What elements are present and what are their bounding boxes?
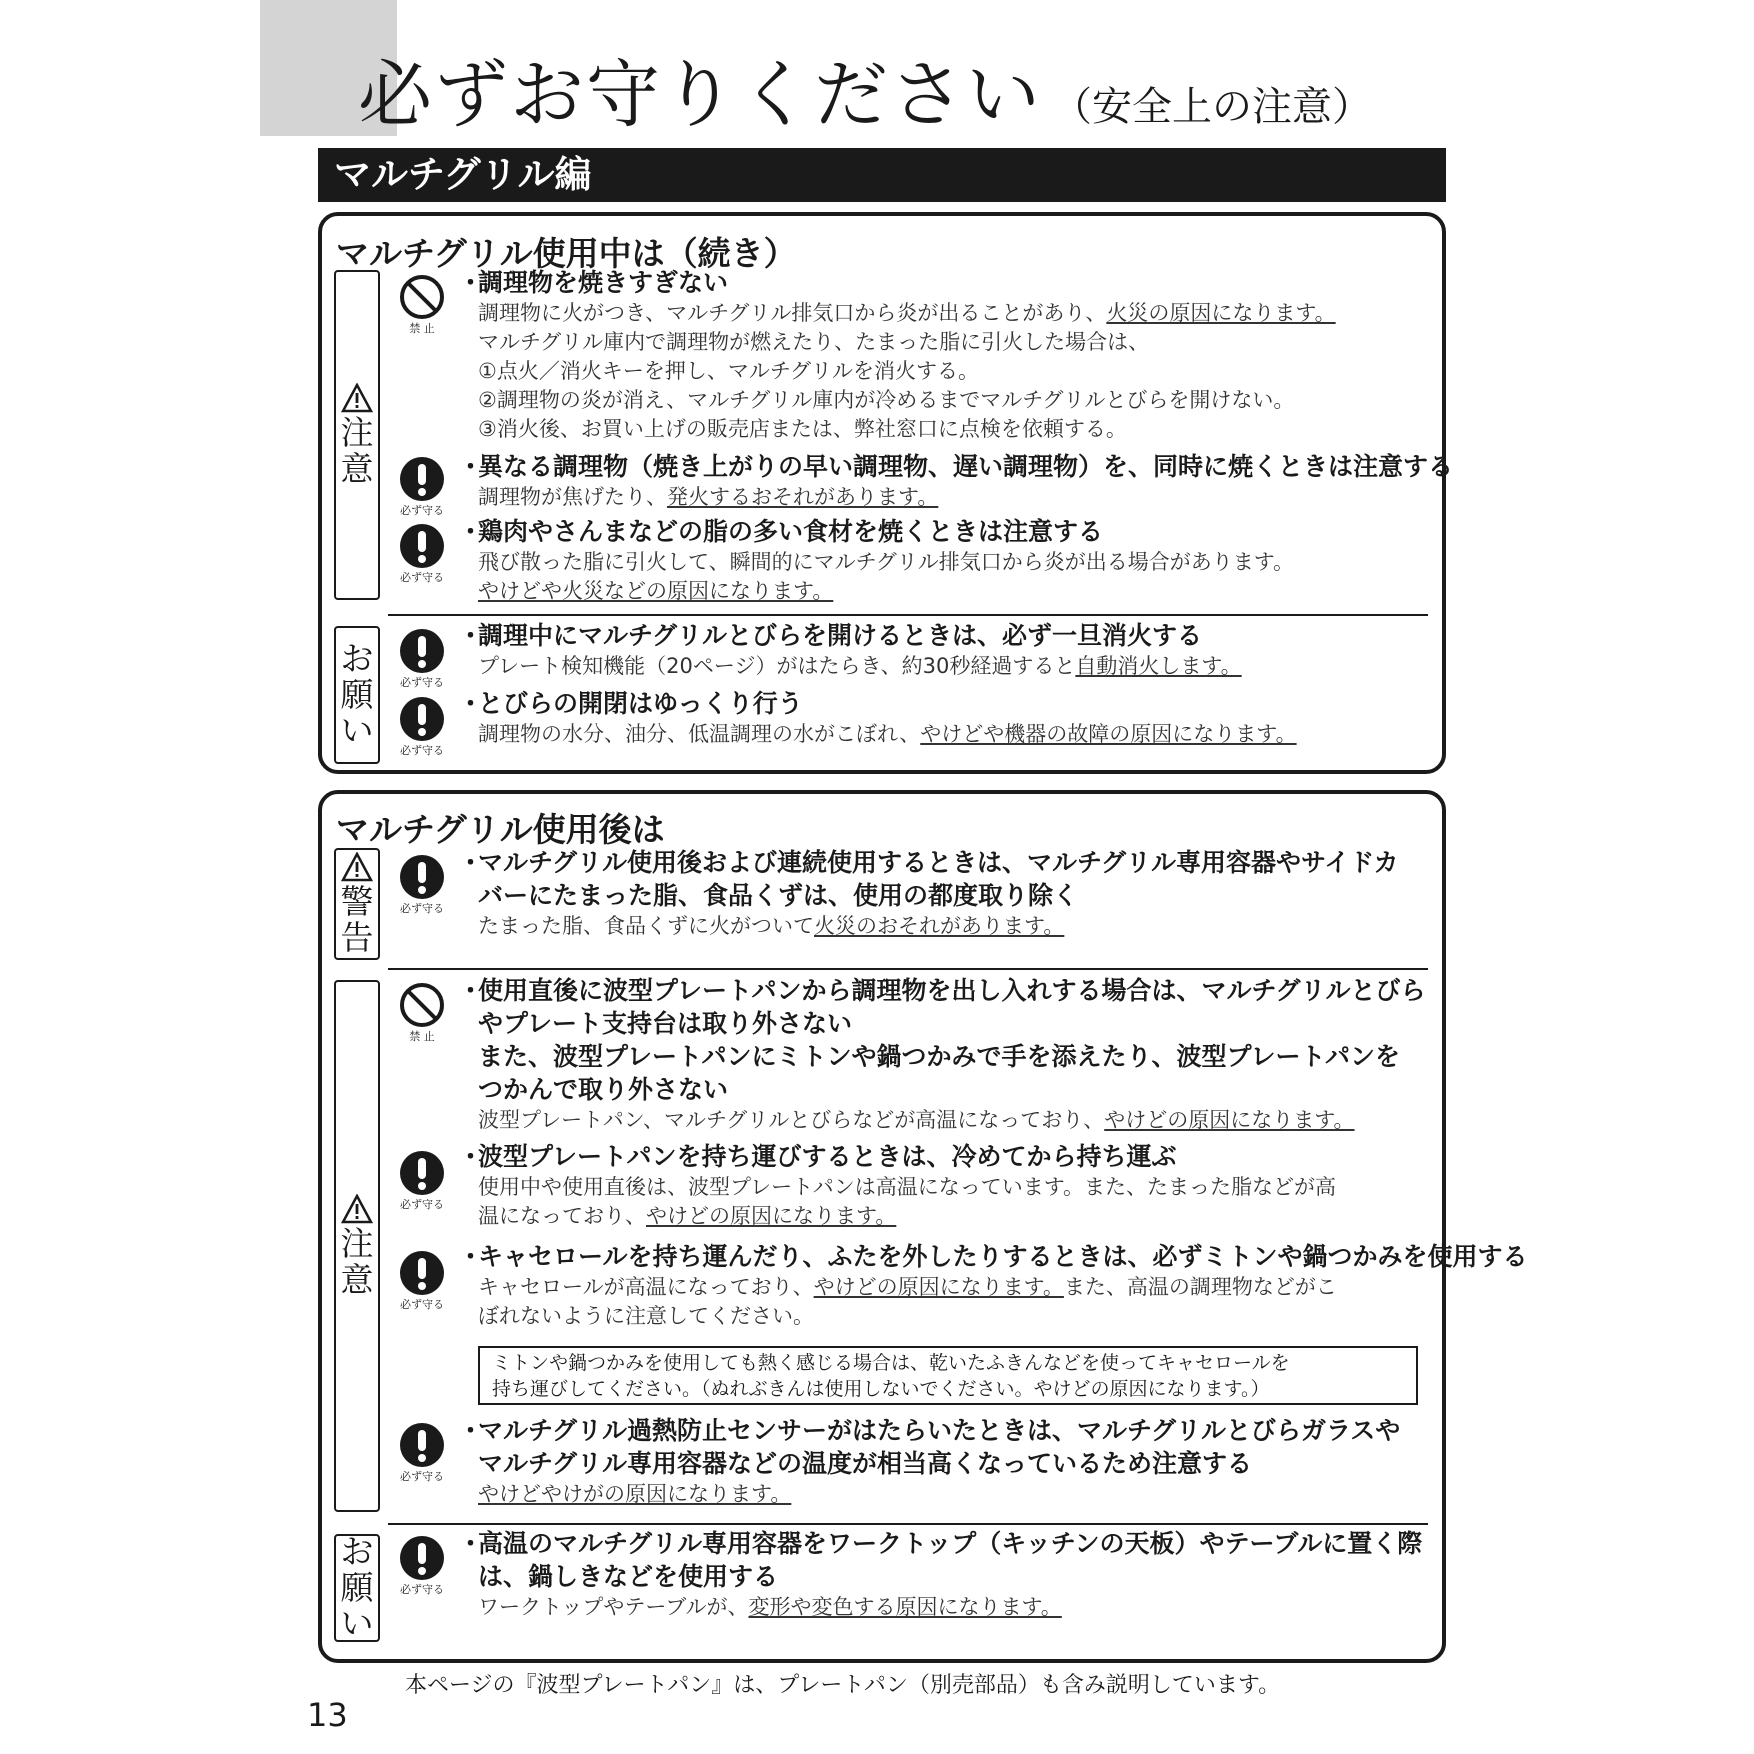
in-use-box [318, 212, 1454, 774]
note-box: ミトンや鍋つかみを使用しても熱く感じる場合は、乾いたふきんなどを使ってキャセロールを 持ち運びしてください。（ぬれぶきんは使用しないでください。やけどの原因になります。） [478, 1346, 1418, 1405]
mandatory-icon: 必ず守る [392, 628, 452, 690]
list-item: ・波型プレートパンを持ち運びするときは、冷めてから持ち運ぶ 使用中や使用直後は、波型プレートパンは高温になっています。また、たまった脂などが高 温になっており、やけどの原因になります。 [458, 1142, 1337, 1228]
page-number: 13 [307, 1696, 348, 1734]
list-item: ・キャセロールを持ち運んだり、ふたを外したりするときは、必ずミトンや鍋つかみを使用する キャセロールが高温になっており、やけどの原因になります。また、高温の調理物などがこ ぼれないように注意してください。 [458, 1242, 1528, 1328]
page-title: 必ずお守りください （安全上の注意） [358, 52, 1372, 138]
list-item: ・鶏肉やさんまなどの脂の多い食材を焼くときは注意する 飛び散った脂に引火して、瞬間的にマルチグリル排気口から炎が出る場合があります。 やけどや火災などの原因になります。 [458, 517, 1295, 603]
list-item: ・異なる調理物（焼き上がりの早い調理物、遅い調理物）を、同時に焼くときは注意する 調理物が焦げたり、発火するおそれがあります。 [458, 452, 1454, 509]
mandatory-icon: 必ず守る [392, 1150, 452, 1212]
mandatory-icon: 必ず守る [392, 1422, 452, 1484]
mandatory-icon: 必ず守る [392, 696, 452, 758]
prohibition-icon: 禁 止 [392, 274, 452, 336]
list-item: ・調理物を焼きすぎない 調理物に火がつき、マルチグリル排気口から炎が出ることがあり、火災の原因になります。 マルチグリル庫内で調理物が燃えたり、たまった脂に引火した場合は、 ①点火／消火キーを押し、マルチグリルを消火する。 ②調理物の炎が消え、マルチグリル庫内が冷めるまでマルチグリルとびらを開けない。 ③消火後、お買い上げの販売店または、弊社窓口に点検を依頼する。 [458, 268, 1336, 441]
list-item: ・とびらの開閉はゆっくり行う 調理物の水分、油分、低温調理の水がこぼれ、やけどや機器の故障の原因になります。 [458, 689, 1297, 746]
list-item: ・マルチグリル使用後および連続使用するときは、マルチグリル専用容器やサイドカ バーにたまった脂、食品くずは、使用の都度取り除く たまった脂、食品くずに火がついて火災のおそれがあります。 [458, 848, 1399, 938]
divider [388, 1523, 1428, 1525]
mandatory-icon: 必ず守る [392, 456, 452, 518]
prohibition-icon: 禁 止 [392, 982, 452, 1044]
list-item: ・使用直後に波型プレートパンから調理物を出し入れする場合は、マルチグリルとびら やプレート支持台は取り外さない また、波型プレートパンにミトンや鍋つかみで手を添えたり、波型プレートパンを つかんで取り外さない 波型プレートパン、マルチグリルとびらなどが高温になっており、やけどの原因になります。 [458, 976, 1426, 1132]
divider [388, 968, 1428, 970]
request-label: お願い [334, 626, 380, 764]
list-item: ・高温のマルチグリル専用容器をワークトップ（キッチンの天板）やテーブルに置く際 は、鍋しきなどを使用する ワークトップやテーブルが、変形や変色する原因になります。 [458, 1529, 1423, 1619]
list-item: ・調理中にマルチグリルとびらを開けるときは、必ず一旦消火する プレート検知機能（20ページ）がはたらき、約30秒経過すると自動消火します。 [458, 621, 1242, 678]
request-label: お願い [334, 1534, 380, 1642]
footnote: 本ページの『波型プレートパン』は、プレートパン（別売部品）も含み説明しています。 [405, 1673, 1281, 1698]
mandatory-icon: 必ず守る [392, 523, 452, 585]
after-use-box [318, 790, 1528, 1663]
box-title: マルチグリル使用中は（続き） [336, 234, 797, 273]
divider [388, 614, 1428, 616]
caution-label: 注意 [334, 980, 380, 1512]
mandatory-icon: 必ず守る [392, 854, 452, 916]
warning-label: 警告 [334, 848, 380, 960]
caution-label: 注意 [334, 270, 380, 600]
mandatory-icon: 必ず守る [392, 1250, 452, 1312]
warning-triangle-icon [341, 852, 373, 882]
warning-triangle-icon [341, 383, 373, 413]
section-header: マルチグリル編 [318, 148, 1446, 202]
warning-triangle-icon [341, 1194, 373, 1224]
box-title: マルチグリル使用後は [336, 810, 665, 849]
mandatory-icon: 必ず守る [392, 1535, 452, 1597]
list-item: ・マルチグリル過熱防止センサーがはたらいたときは、マルチグリルとびらガラスや マルチグリル専用容器などの温度が相当高くなっているため注意する やけどやけがの原因になります。 [458, 1416, 1401, 1506]
